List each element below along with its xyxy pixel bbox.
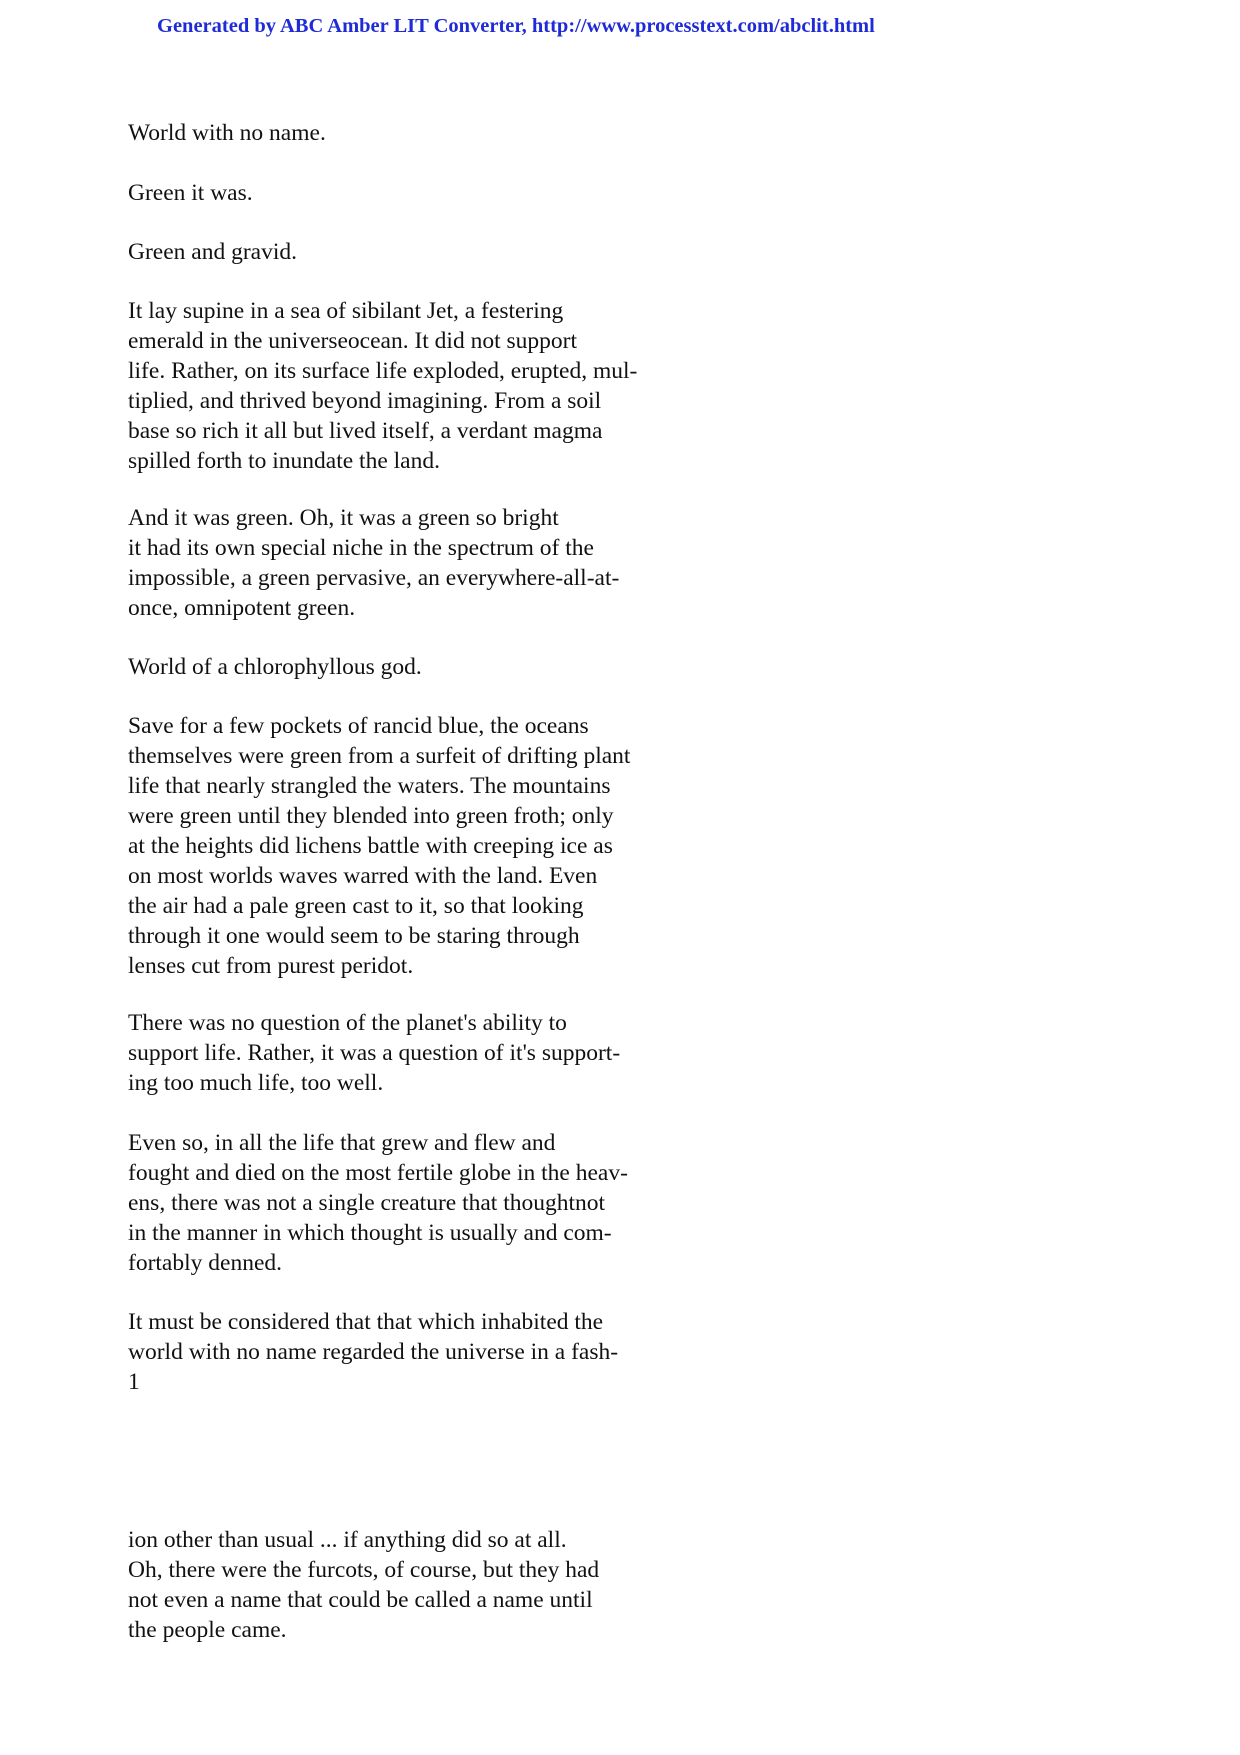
text-line: World with no name. <box>128 120 326 146</box>
text-line: Green it was. <box>128 180 253 206</box>
text-line: at the heights did lichens battle with creeping ice as <box>128 833 613 859</box>
converter-header-link[interactable]: Generated by ABC Amber LIT Converter, http://www.processtext.com/abclit.html <box>157 15 875 37</box>
paragraph <box>128 1128 648 1278</box>
text-line: It lay supine in a sea of sibilant Jet, a festering <box>128 298 564 324</box>
paragraph <box>128 1008 648 1098</box>
text-line: once, omnipotent green. <box>128 595 356 621</box>
text-line: ing too much life, too well. <box>128 1070 384 1096</box>
text-line: on most worlds waves warred with the land. Even <box>128 863 598 889</box>
text-line: There was no question of the planet's ability to <box>128 1010 567 1036</box>
text-line: through it one would seem to be staring through <box>128 923 580 949</box>
paragraph <box>128 503 648 623</box>
paragraph <box>128 296 648 476</box>
text-line: spilled forth to inundate the land. <box>128 448 440 474</box>
text-line: life. Rather, on its surface life exploded, erupted, mul- <box>128 358 638 384</box>
paragraph <box>128 1525 648 1645</box>
paragraph <box>128 118 648 148</box>
text-line: world with no name regarded the universe in a fash- <box>128 1339 619 1365</box>
text-line: ens, there was not a single creature that thoughtnot <box>128 1190 606 1216</box>
text-line: base so rich it all but lived itself, a verdant magma <box>128 418 603 444</box>
paragraph <box>128 711 648 981</box>
text-line: lenses cut from purest peridot. <box>128 953 414 979</box>
text-line: And it was green. Oh, it was a green so bright <box>128 505 559 531</box>
paragraph <box>128 178 648 208</box>
text-line: It must be considered that that which inhabited the <box>128 1309 604 1335</box>
text-line: the air had a pale green cast to it, so that looking <box>128 893 584 919</box>
text-line: Green and gravid. <box>128 239 297 265</box>
text-line: support life. Rather, it was a question of it's support- <box>128 1040 621 1066</box>
text-line: Even so, in all the life that grew and flew and <box>128 1130 556 1156</box>
text-line: ion other than usual ... if anything did so at all. <box>128 1527 567 1553</box>
paragraph <box>128 652 648 682</box>
text-line: fought and died on the most fertile globe in the heav- <box>128 1160 628 1186</box>
text-line: in the manner in which thought is usually and com- <box>128 1220 612 1246</box>
paragraph <box>128 237 648 267</box>
text-line: fortably denned. <box>128 1250 283 1276</box>
text-line: tiplied, and thrived beyond imagining. From a soil <box>128 388 602 414</box>
text-line: the people came. <box>128 1617 287 1643</box>
text-line: World of a chlorophyllous god. <box>128 654 422 680</box>
text-line: were green until they blended into green froth; only <box>128 803 614 829</box>
text-line: emerald in the universeocean. It did not support <box>128 328 577 354</box>
text-line: Oh, there were the furcots, of course, but they had <box>128 1557 600 1583</box>
text-line: life that nearly strangled the waters. The mountains <box>128 773 611 799</box>
page-number: 1 <box>128 1369 140 1395</box>
paragraph <box>128 1307 648 1397</box>
text-line: it had its own special niche in the spectrum of the <box>128 535 594 561</box>
text-line: impossible, a green pervasive, an everywhere-all-at- <box>128 565 620 591</box>
text-line: Save for a few pockets of rancid blue, the oceans <box>128 713 589 739</box>
text-line: themselves were green from a surfeit of drifting plant <box>128 743 631 769</box>
text-line: not even a name that could be called a name until <box>128 1587 593 1613</box>
